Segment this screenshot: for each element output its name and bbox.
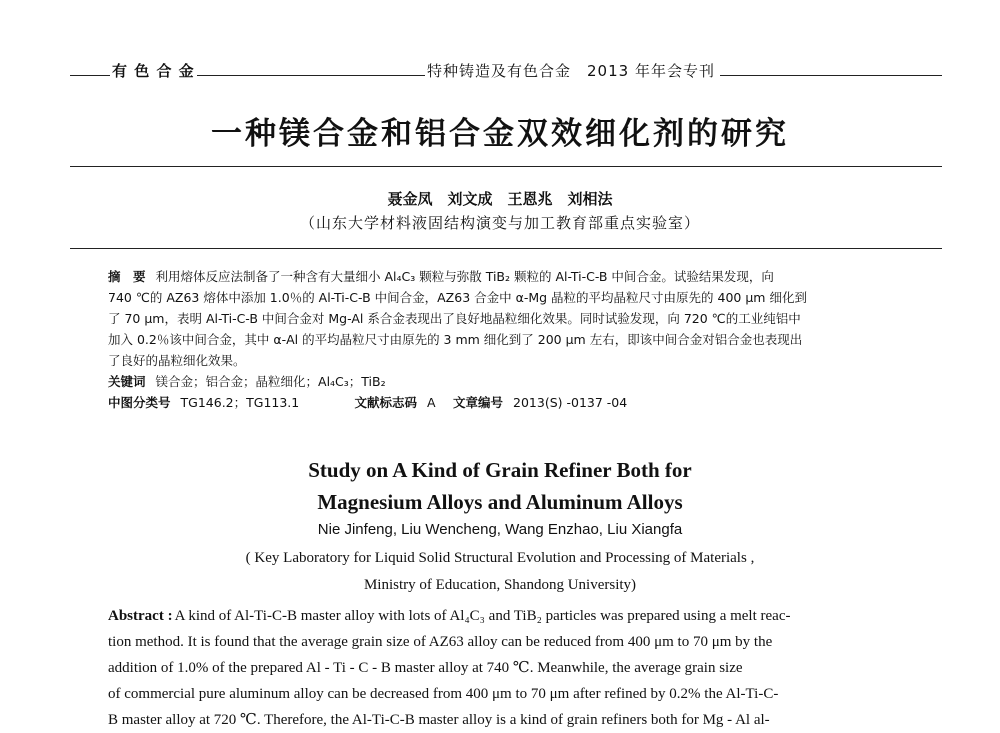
journal-section: 有 色 合 金 [112,62,195,80]
article-no-label: 文章编号 [453,395,504,410]
abstract-en-label: Abstract : [108,608,173,624]
abstract-en-text: A kind of Al-Ti-C-B master alloy with lots of Al₄C₃ and TiB₂ particles was prepared using a melt reac- [174,608,791,624]
abstract-zh [108,266,903,413]
english-title-line2: Magnesium Alloys and Aluminum Alloys [317,490,683,514]
abstract-zh-line: 加入 0.2％该中间合金，其中 α-Al 的平均晶粒尺寸由原先的 3 mm 细化到了 200 μm 左右，即该中间合金对铝合金也表现出 [108,332,803,347]
abstract-zh-line: 740 ℃的 AZ63 熔体中添加 1.0％的 Al-Ti-C-B 中间合金，AZ63 合金中 α-Mg 晶粒的平均晶粒尺寸由原先的 400 μm 细化到 [108,290,807,305]
affiliation-zh: （山东大学材料液固结构演变与加工教育部重点实验室） [299,214,700,232]
classification-value: TG146.2；TG113.1 [180,395,300,410]
keywords-value: 镁合金；铝合金；晶粒细化；Al₄C₃；TiB₂ [155,374,386,389]
english-title-line1: Study on A Kind of Grain Refiner Both for [308,458,692,482]
header-rule-right [720,75,942,76]
doc-code-value: A [427,395,436,410]
abstract-zh-line [108,266,903,287]
abstract-en [108,603,908,733]
abstract-zh-line: 了良好的晶粒细化效果。 [108,353,246,368]
abstract-en-line: B master alloy at 720 ℃. Therefore, the Al-Ti-C-B master alloy is a kind of grain refiners both for Mg - Al al- [108,712,770,728]
abstract-zh-line: 了 70 μm，表明 Al-Ti-C-B 中间合金对 Mg-Al 系合金表现出了良好地晶粒细化效果。同时试验发现，向 720 ℃的工业纯铝中 [108,311,801,326]
abstract-en-line [108,603,908,629]
conference-title: 特种铸造及有色合金 2013 年年会专刊 [427,62,715,80]
abstract-zh-text: 利用熔体反应法制备了一种含有大量细小 Al₄C₃ 颗粒与弥散 TiB₂ 颗粒的 Al-Ti-C-B 中间合金。试验结果发现，向 [155,269,774,284]
abstract-en-line: addition of 1.0% of the prepared Al - Ti - C - B master alloy at 740 ℃. Meanwhile, the average grain size [108,660,743,676]
keywords-line [108,371,903,392]
abstract-en-line: of commercial pure aluminum alloy can be decreased from 400 μm to 70 μm after refined by 0.2% the Al-Ti-C- [108,686,779,702]
title-rule [70,166,942,167]
abstract-en-line: tion method. It is found that the average grain size of AZ63 alloy can be reduced from 400 μm to 70 μm by the [108,634,773,650]
doc-code-label: 文献标志码 [354,395,418,410]
header-rule-mid [200,75,430,76]
classification-label: 中图分类号 [108,395,171,410]
article-no-value: 2013(S) -0137 -04 [513,395,628,410]
page-title: 一种镁合金和铝合金双效细化剂的研究 [211,116,789,152]
abstract-zh-label: 摘 要 [108,269,146,284]
classification-line [108,392,903,413]
keywords-label: 关键词 [108,374,146,389]
english-authors: Nie Jinfeng, Liu Wencheng, Wang Enzhao, Liu Xiangfa [317,521,683,538]
english-affiliation-line1: ( Key Laboratory for Liquid Solid Structural Evolution and Processing of Materials , [245,550,755,566]
english-affiliation-line2: Ministry of Education, Shandong University) [363,577,637,593]
authors-zh: 聂金凤 刘文成 王恩兆 刘相法 [387,190,613,208]
affiliation-rule [70,248,942,249]
